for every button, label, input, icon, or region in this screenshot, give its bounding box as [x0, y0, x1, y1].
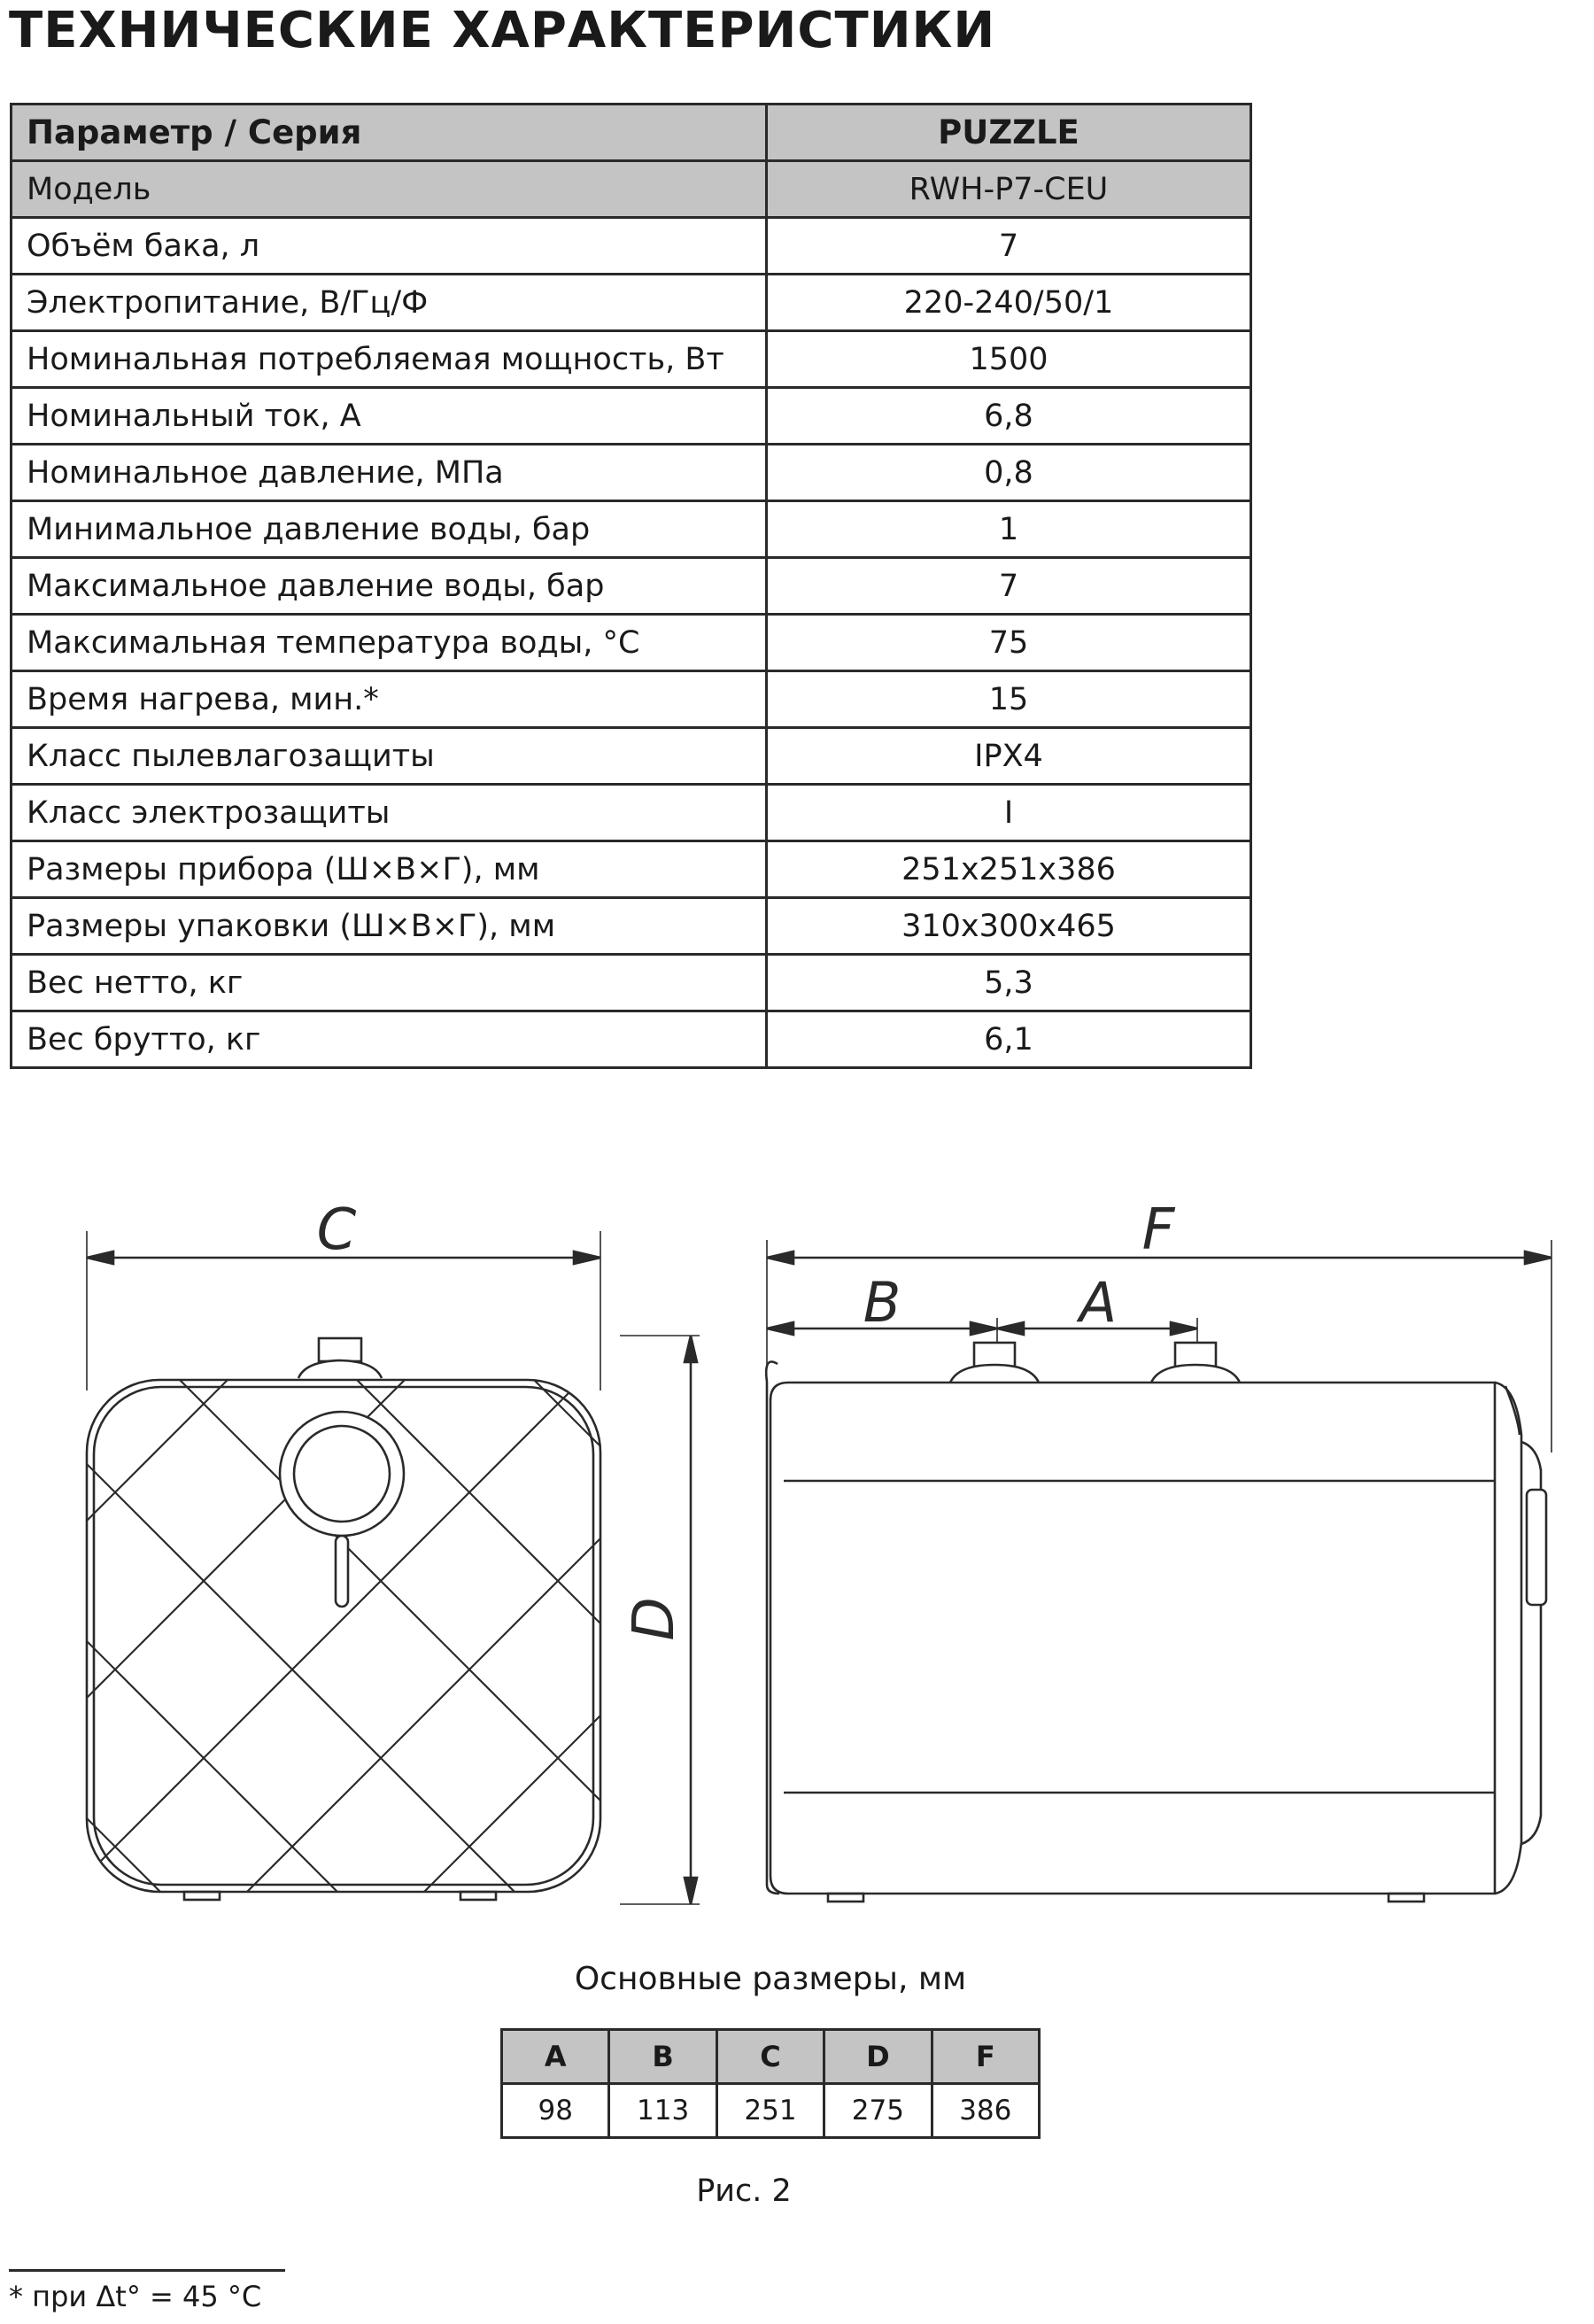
dims-value-row: [502, 2084, 1040, 2138]
spec-row: [12, 728, 1251, 785]
spec-header-row: [12, 105, 1251, 161]
footnote: * при Δt° = 45 °С: [9, 2280, 262, 2313]
spec-value: 75: [767, 615, 1251, 671]
spec-row: [12, 445, 1251, 501]
spec-row: [12, 275, 1251, 331]
spec-row: [12, 1011, 1251, 1068]
spec-row: [12, 218, 1251, 275]
page-title: ТЕХНИЧЕСКИЕ ХАРАКТЕРИСТИКИ: [9, 2, 996, 59]
spec-value: 251х251х386: [767, 841, 1251, 898]
spec-param: Максимальное давление воды, бар: [12, 558, 767, 615]
spec-param: Время нагрева, мин.*: [12, 671, 767, 728]
spec-row: [12, 841, 1251, 898]
spec-param: Класс электрозащиты: [12, 785, 767, 841]
dimension-drawing: [0, 1169, 1594, 1948]
dim-label-a: A: [1079, 1270, 1118, 1335]
spec-model-row: [12, 161, 1251, 218]
spec-param: Номинальный ток, А: [12, 388, 767, 445]
spec-value: 220-240/50/1: [767, 275, 1251, 331]
spec-table: [10, 103, 1252, 1069]
dims-value-cell: 113: [609, 2084, 716, 2138]
spec-param: Класс пылевлагозащиты: [12, 728, 767, 785]
spec-row: [12, 615, 1251, 671]
figure-label: Рис. 2: [696, 2173, 792, 2209]
dims-value-cell: 386: [932, 2084, 1039, 2138]
dim-label-d: D: [622, 1597, 687, 1641]
spec-value: 5,3: [767, 955, 1251, 1011]
spec-param: Размеры упаковки (Ш×В×Г), мм: [12, 898, 767, 955]
spec-param: Объём бака, л: [12, 218, 767, 275]
spec-value: 6,8: [767, 388, 1251, 445]
spec-param: Минимальное давление воды, бар: [12, 501, 767, 558]
spec-param: Вес нетто, кг: [12, 955, 767, 1011]
spec-value: 7: [767, 218, 1251, 275]
spec-param: Модель: [12, 161, 767, 218]
spec-param: Вес брутто, кг: [12, 1011, 767, 1068]
spec-row: [12, 898, 1251, 955]
dims-header-cell: C: [716, 2030, 824, 2084]
spec-value: 15: [767, 671, 1251, 728]
dims-header-cell: F: [932, 2030, 1039, 2084]
dims-table: [500, 2028, 1041, 2139]
spec-header-series: PUZZLE: [767, 105, 1251, 161]
dim-label-b: B: [863, 1270, 901, 1335]
dims-header-cell: D: [824, 2030, 932, 2084]
spec-value: 1500: [767, 331, 1251, 388]
spec-row: [12, 558, 1251, 615]
spec-value: 310х300х465: [767, 898, 1251, 955]
footnote-divider: [9, 2269, 285, 2272]
spec-row: [12, 388, 1251, 445]
dims-value-cell: 275: [824, 2084, 932, 2138]
side-view: [766, 1240, 1551, 1902]
spec-value: 7: [767, 558, 1251, 615]
spec-param: Номинальное давление, МПа: [12, 445, 767, 501]
spec-param: Номинальная потребляемая мощность, Вт: [12, 331, 767, 388]
dims-value-cell: 98: [502, 2084, 609, 2138]
spec-value: I: [767, 785, 1251, 841]
dim-label-c: C: [316, 1197, 357, 1263]
spec-row: [12, 501, 1251, 558]
dims-value-cell: 251: [716, 2084, 824, 2138]
dims-header-row: [502, 2030, 1040, 2084]
spec-param: Максимальная температура воды, °С: [12, 615, 767, 671]
spec-value: RWH-P7-CEU: [767, 161, 1251, 218]
spec-value: 1: [767, 501, 1251, 558]
spec-value: IPX4: [767, 728, 1251, 785]
dims-caption: Основные размеры, мм: [574, 1961, 967, 1997]
spec-param: Размеры прибора (Ш×В×Г), мм: [12, 841, 767, 898]
spec-row: [12, 955, 1251, 1011]
spec-value: 6,1: [767, 1011, 1251, 1068]
spec-param: Электропитание, В/Гц/Ф: [12, 275, 767, 331]
spec-header-param: Параметр / Серия: [12, 105, 767, 161]
spec-row: [12, 671, 1251, 728]
spec-value: 0,8: [767, 445, 1251, 501]
dim-label-f: F: [1141, 1197, 1175, 1263]
dims-header-cell: B: [609, 2030, 716, 2084]
dims-header-cell: A: [502, 2030, 609, 2084]
spec-row: [12, 785, 1251, 841]
spec-row: [12, 331, 1251, 388]
